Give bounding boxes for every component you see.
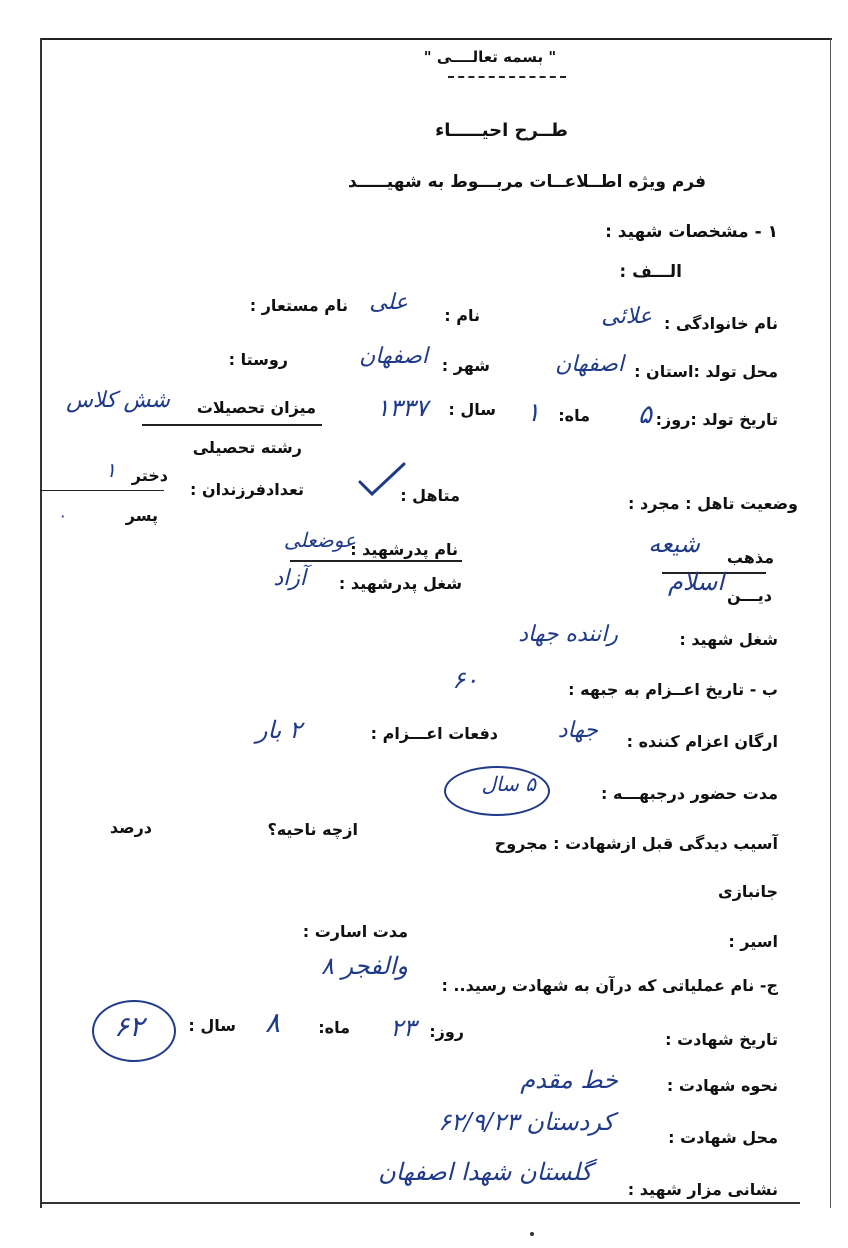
manner-label: نحوه شهادت : <box>666 1076 778 1095</box>
manner-value: خط مقدم <box>520 1066 618 1094</box>
first-name-label: نام : <box>444 306 480 325</box>
birth-month-value: ۱ <box>526 398 540 428</box>
religion-value: اسلام <box>668 568 724 596</box>
father-name-value: عوضعلی <box>283 528 356 552</box>
birth-year-label: سال : <box>448 400 496 419</box>
frame-top-border <box>40 38 832 40</box>
martyr-year-value: ۶۲ <box>113 1010 144 1043</box>
field-of-study-label: رشته تحصیلی <box>192 438 302 457</box>
front-duration-value: ۵ سال <box>481 772 536 796</box>
father-name-label: نام پدرشهید : <box>350 540 458 559</box>
captivity-duration-label: مدت اسارت : <box>302 922 408 941</box>
operation-label: ج- نام عملیاتی که درآن به شهادت رسید.. : <box>441 976 778 995</box>
martyr-job-label: شغل شهید : <box>679 630 778 649</box>
martyr-place-label: محل شهادت : <box>668 1128 778 1147</box>
birth-day-value: ۵ <box>638 400 652 430</box>
father-job-label: شغل پدرشهید : <box>338 574 462 593</box>
veteran-label: جانبازی <box>718 882 778 901</box>
birthdate-label: تاریخ تولد :روز: <box>655 410 778 429</box>
education-underline <box>142 424 322 426</box>
dispatch-date-label: ب - تاریخ اعــزام به جبهه : <box>568 680 778 699</box>
injury-region-label: ازچه ناحیه؟ <box>267 820 358 839</box>
front-duration-label: مدت حضور درجبهـــه : <box>600 784 778 803</box>
form-title: فرم ویژه اطــلاعــات مربـــوط به شهیـــــد <box>347 172 706 192</box>
subsection-a-label: الـــف : <box>619 262 682 282</box>
education-value: شش کلاس <box>66 388 170 413</box>
alias-label: نام مستعار : <box>249 296 348 315</box>
burial-address-value: گلستان شهدا اصفهان <box>378 1158 592 1186</box>
martyr-date-label: تاریخ شهادت : <box>665 1030 778 1049</box>
martyr-place-value: کردستان ۶۲/۹/۲۳ <box>438 1108 614 1136</box>
city-value: اصفهان <box>359 344 428 369</box>
daughter-value: ۱ <box>105 458 116 482</box>
martyr-month-value: ۸ <box>264 1006 280 1039</box>
religion-label: دیـــن <box>726 586 772 605</box>
family-name-value: علائی <box>601 304 652 329</box>
martyr-day-label: روز: <box>429 1022 464 1041</box>
children-fraction-line <box>40 490 164 491</box>
martyr-day-value: ۲۳ <box>390 1014 416 1042</box>
city-label: شهر : <box>441 356 490 375</box>
children-count-label: تعدادفرزندان : <box>190 480 304 499</box>
religion-sect-value: شیعه <box>648 530 700 558</box>
birthplace-label: محل تولد :استان : <box>634 362 778 381</box>
son-label: پسر <box>125 506 158 525</box>
birth-year-value: ۱۳۳۷ <box>376 394 428 422</box>
religion-sect-label: مذهب <box>726 548 774 567</box>
dispatch-count-value: ۲ بار <box>255 716 302 744</box>
marital-status-label: وضعیت تاهل : مجرد : <box>628 494 798 513</box>
martyr-month-label: ماه: <box>318 1018 350 1037</box>
page-mark-dot <box>530 1232 534 1236</box>
frame-left-border <box>40 38 42 1208</box>
frame-right-border <box>830 38 831 1208</box>
header-dash-rule <box>448 76 566 78</box>
son-value: ۰ <box>57 506 66 525</box>
plan-title: طــرح احیـــــاء <box>435 120 568 141</box>
martyr-job-value: راننده جهاد <box>518 622 618 647</box>
family-name-label: نام خانوادگی : <box>663 314 778 333</box>
dispatch-count-label: دفعات اعـــزام : <box>370 724 498 743</box>
captive-label: اسیر : <box>728 932 778 951</box>
father-job-value: آزاد <box>273 566 306 591</box>
injury-label: آسیب دیدگی قبل ازشهادت : مجروح <box>494 834 778 853</box>
percent-label: درصد <box>109 818 152 837</box>
dispatch-date-value: ۶۰ <box>452 666 478 694</box>
married-label: متاهل : <box>400 486 460 505</box>
father-name-underline <box>290 560 462 562</box>
dispatch-org-value: جهاد <box>557 718 598 743</box>
bismillah-heading: " بسمه تعالــــی " <box>423 48 557 66</box>
education-label: میزان تحصیلات <box>196 398 316 417</box>
first-name-value: علی <box>369 290 408 315</box>
frame-bottom-border <box>40 1202 800 1204</box>
martyr-year-label: سال : <box>188 1016 236 1035</box>
village-label: روستا : <box>228 350 288 369</box>
burial-address-label: نشانی مزار شهید : <box>627 1180 778 1199</box>
dispatch-org-label: ارگان اعزام کننده : <box>626 732 778 751</box>
operation-value: والفجر ۸ <box>321 952 408 980</box>
birthplace-province-value: اصفهان <box>555 352 624 377</box>
birth-month-label: ماه: <box>558 406 590 425</box>
section-1-heading: ۱ - مشخصات شهید : <box>605 222 778 242</box>
daughter-label: دختر <box>131 466 168 485</box>
married-check-mark <box>356 460 408 500</box>
